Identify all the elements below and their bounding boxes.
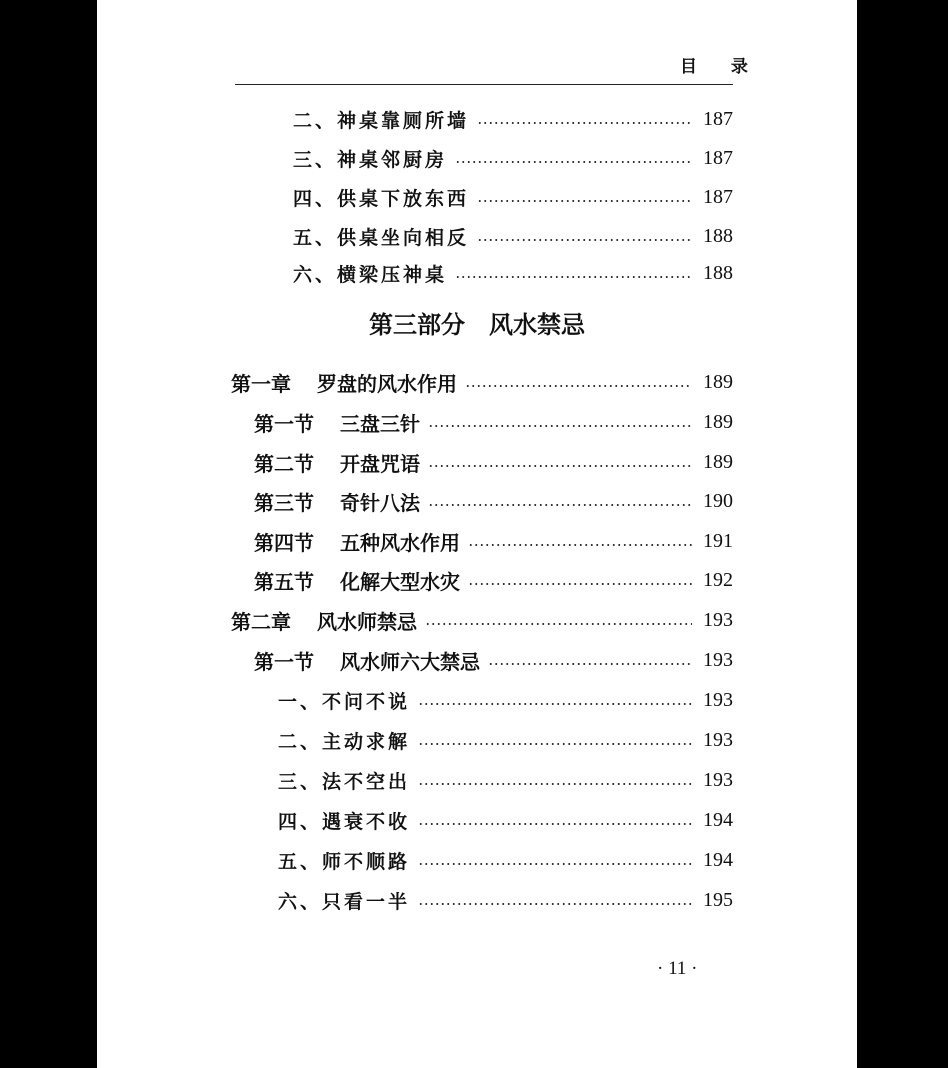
toc-entry-label: 六、横梁压神桌: [293, 263, 448, 286]
toc-entry-number: 第二章: [231, 609, 291, 634]
toc-entry-page: 187: [703, 146, 733, 169]
toc-entry-chapter[interactable]: [231, 367, 733, 397]
toc-entry-page: 193: [703, 728, 733, 751]
leader-dots: [428, 425, 692, 427]
leader-dots: [477, 200, 692, 202]
toc-entry-label: 三、法不空出: [278, 770, 411, 793]
toc-entry-page: 193: [703, 688, 733, 711]
toc-entry-page: 193: [703, 608, 733, 631]
toc-entry-page: 187: [703, 185, 733, 208]
leader-dots: [428, 465, 692, 467]
toc-entry-page: 189: [703, 450, 733, 473]
header-rule: [235, 84, 733, 85]
toc-entry-number: 第五节: [254, 569, 314, 594]
toc-entry-number: 第一节: [254, 411, 314, 436]
toc-entry[interactable]: [293, 143, 733, 173]
toc-entry[interactable]: [278, 725, 733, 755]
leader-dots: [455, 161, 692, 163]
toc-entry[interactable]: [293, 104, 733, 134]
leader-dots: [418, 703, 692, 705]
toc-entry-number: 第四节: [254, 530, 314, 555]
toc-entry-section[interactable]: [254, 526, 733, 556]
toc-entry-section[interactable]: [254, 645, 733, 675]
toc-entry[interactable]: [278, 765, 733, 795]
toc-entry-page: 188: [703, 261, 733, 284]
toc-entry-title: 化解大型水灾: [340, 569, 460, 594]
toc-entry-page: 194: [703, 848, 733, 871]
toc-entry[interactable]: [278, 685, 733, 715]
toc-entry-title: 五种风水作用: [340, 530, 460, 555]
toc-entry-page: 189: [703, 410, 733, 433]
toc-entry-page: 193: [703, 768, 733, 791]
book-page: [97, 0, 857, 1068]
toc-entry-label: 六、只看一半: [278, 890, 411, 913]
toc-entry[interactable]: [293, 258, 733, 288]
toc-entry-section[interactable]: [254, 486, 733, 516]
toc-entry-label: 四、供桌下放东西: [293, 187, 470, 210]
toc-entry-page: 188: [703, 224, 733, 247]
toc-entry-number: 第一章: [231, 371, 291, 396]
toc-entry-page: 190: [703, 489, 733, 512]
leader-dots: [425, 623, 692, 625]
toc-entry-title: 奇针八法: [340, 490, 420, 515]
leader-dots: [468, 544, 692, 546]
toc-entry-label: 四、遇衰不收: [278, 810, 411, 833]
toc-entry-label: 五、供桌坐向相反: [293, 226, 470, 249]
toc-entry-section[interactable]: [254, 407, 733, 437]
toc-entry-title: 罗盘的风水作用: [317, 371, 457, 396]
toc-entry[interactable]: [278, 805, 733, 835]
toc-entry-page: 189: [703, 370, 733, 393]
leader-dots: [418, 783, 692, 785]
leader-dots: [418, 903, 692, 905]
toc-entry-page: 195: [703, 888, 733, 911]
toc-entry-label: 二、神桌靠厕所墙: [293, 109, 470, 132]
toc-entry-section[interactable]: [254, 447, 733, 477]
toc-entry-number: 第一节: [254, 649, 314, 674]
leader-dots: [428, 504, 692, 506]
toc-entry-page: 187: [703, 107, 733, 130]
toc-entry-page: 192: [703, 568, 733, 591]
toc-entry-number: 第二节: [254, 451, 314, 476]
running-head: 目 录: [680, 57, 762, 77]
toc-entry[interactable]: [278, 845, 733, 875]
leader-dots: [418, 743, 692, 745]
leader-dots: [418, 863, 692, 865]
leader-dots: [488, 663, 692, 665]
leader-dots: [418, 823, 692, 825]
part-title: 第三部分 风水禁忌: [369, 311, 585, 339]
toc-entry-label: 一、不问不说: [278, 690, 411, 713]
toc-entry-title: 风水师六大禁忌: [340, 649, 480, 674]
toc-entry-label: 五、师不顺路: [278, 850, 411, 873]
toc-entry-page: 191: [703, 529, 733, 552]
toc-entry[interactable]: [278, 885, 733, 915]
toc-entry-title: 风水师禁忌: [317, 609, 417, 634]
leader-dots: [468, 583, 692, 585]
leader-dots: [455, 276, 692, 278]
page-number: · 11 ·: [657, 958, 698, 979]
leader-dots: [477, 239, 692, 241]
toc-entry-number: 第三节: [254, 490, 314, 515]
toc-entry-title: 开盘咒语: [340, 451, 420, 476]
leader-dots: [465, 385, 692, 387]
toc-entry-chapter[interactable]: [231, 605, 733, 635]
toc-entry[interactable]: [293, 182, 733, 212]
toc-entry-label: 三、神桌邻厨房: [293, 148, 448, 171]
toc-entry-title: 三盘三针: [340, 411, 420, 436]
toc-entry[interactable]: [293, 221, 733, 251]
toc-entry-page: 193: [703, 648, 733, 671]
toc-entry-label: 二、主动求解: [278, 730, 411, 753]
leader-dots: [477, 122, 692, 124]
toc-entry-page: 194: [703, 808, 733, 831]
toc-entry-section[interactable]: [254, 565, 733, 595]
